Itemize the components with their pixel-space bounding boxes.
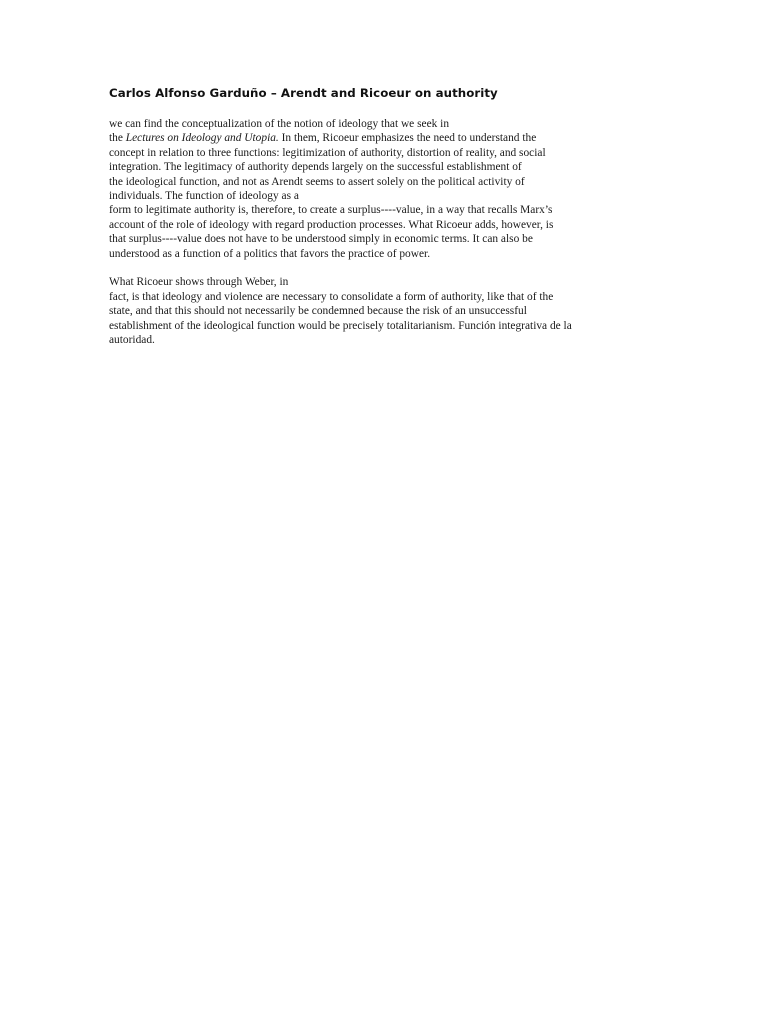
document-page (109, 86, 649, 347)
paragraph-line: concept in relation to three functions: legitimization of authority, distortion of reality, and social (109, 146, 546, 159)
paragraph-line: we can find the conceptualization of the notion of ideology that we seek in (109, 118, 450, 130)
paragraph-line: that surplus-‐-‐value does not have to be understood simply in economic terms. It can also be (109, 233, 533, 246)
paragraph-line: state, and that this should not necessarily be condemned because the risk of an unsuccessful (109, 305, 527, 318)
paragraph-line: account of the role of ideology with regard production processes. What Ricoeur adds, however, is (109, 218, 554, 231)
paragraph-line: autoridad. (109, 334, 155, 347)
document-title: Carlos Alfonso Garduño – Arendt and Ricoeur on authority (109, 86, 498, 100)
line-suffix: In them, Ricoeur emphasizes the need to understand the (278, 132, 537, 145)
paragraph-2 (109, 275, 649, 347)
book-title-italic: Lectures on Ideology and Utopia. (125, 132, 279, 145)
paragraph-line: understood as a function of a politics that favors the practice of power. (109, 247, 431, 260)
paragraph-line (109, 131, 649, 145)
paragraph-line: individuals. The function of ideology as a (109, 190, 299, 203)
paragraph-line: fact, is that ideology and violence are necessary to consolidate a form of authority, like that of the (109, 290, 554, 303)
paragraph-line: form to legitimate authority is, therefore, to create a surplus-‐-‐value, in a way that recalls Marx’s (109, 204, 553, 217)
paragraph-line: establishment of the ideological function would be precisely totalitarianism. Función integrativa de la (109, 319, 572, 332)
paragraph-1 (109, 117, 649, 261)
paragraph-line: integration. The legitimacy of authority depends largely on the successful establishment of (109, 161, 522, 174)
line-prefix: the (109, 132, 126, 145)
paragraph-line: What Ricoeur shows through Weber, in (109, 276, 289, 289)
paragraph-line: the ideological function, and not as Arendt seems to assert solely on the political activity of (109, 175, 525, 188)
